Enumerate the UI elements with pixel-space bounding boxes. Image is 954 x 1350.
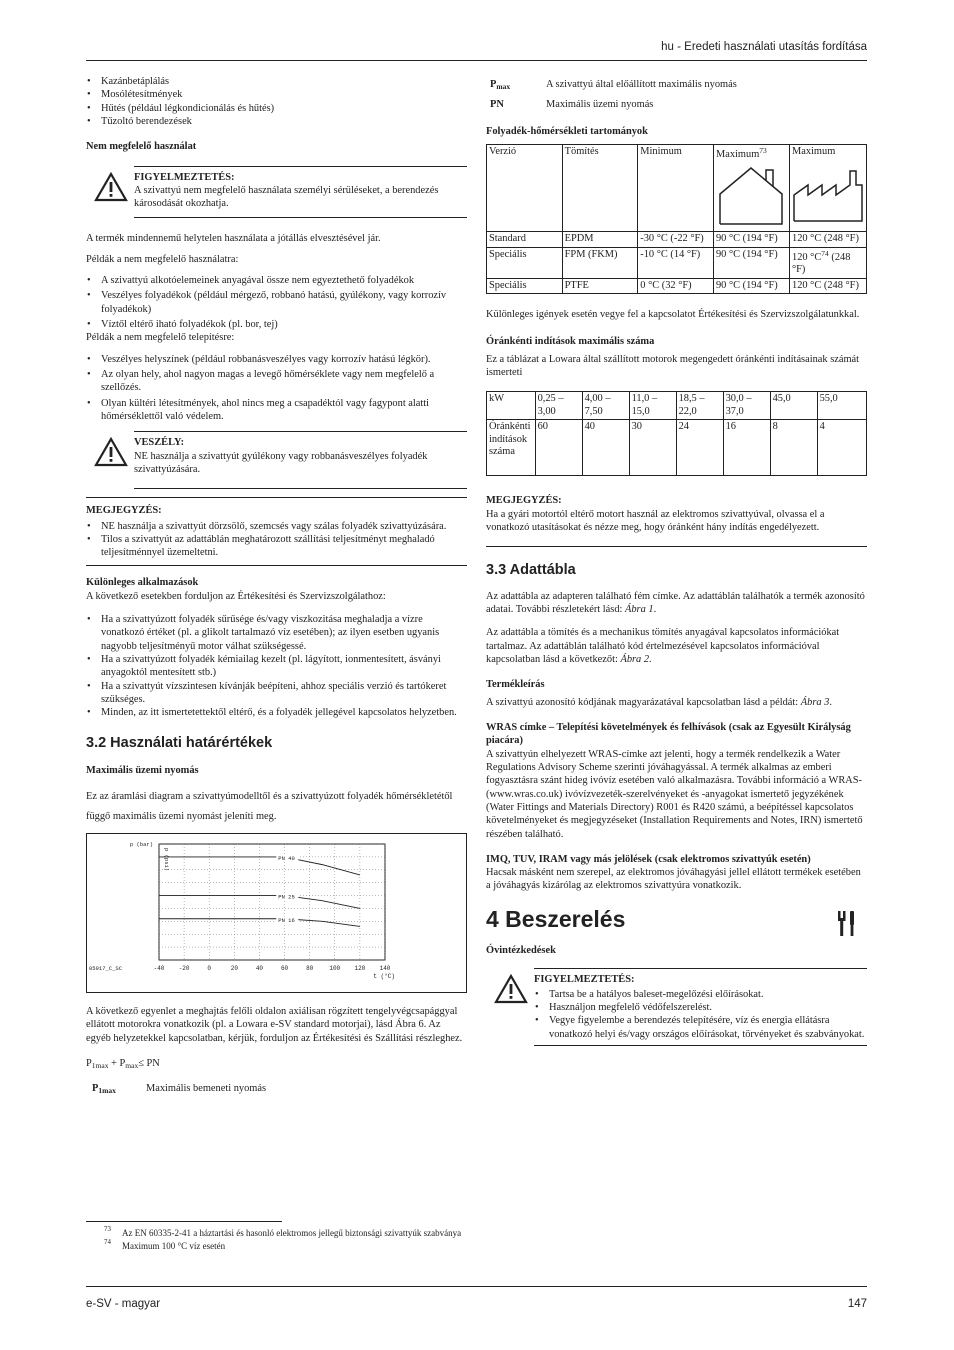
formula-sub: max — [125, 1060, 139, 1070]
chart-x-tick-label: 100 — [329, 964, 341, 972]
table-header-cell — [713, 145, 789, 232]
table-cell: 0,25 – 3,00 — [535, 392, 582, 420]
table-header-cell: Tömítés — [562, 145, 638, 232]
list-item: • Vegye figyelembe a berendezés telepítésére, víz és energia ellátásra vonatkozó helyi és/vagy országos előírásokat, törvényeket és szabványokat. — [534, 1014, 867, 1041]
formula — [86, 1057, 467, 1071]
list-item: • Minden, az itt ismertetettektől eltérő, és a folyadék jellegével kapcsolatos helyzetben. — [86, 706, 467, 719]
table-cell: 55,0 — [817, 392, 866, 420]
starts-heading: Óránkénti indítások maximális száma — [486, 336, 655, 348]
table-cell: 60 — [535, 420, 582, 476]
header-text: Maximum — [792, 146, 836, 158]
max-pressure-text: Ez az áramlási diagram a szivattyúmodelltől és a szivattyúzott folyadék hőmérsékletétől függő maximális üzemi nyomást jeleníti meg. — [86, 791, 453, 823]
table-cell: Speciális — [487, 247, 563, 278]
precautions-heading: Óvintézkedések — [486, 945, 556, 957]
def-value: Maximális üzemi nyomás — [546, 98, 654, 110]
chart-svg — [87, 834, 466, 992]
table-cell: 18,5 – 22,0 — [676, 392, 723, 420]
imq-text: Hacsak másként nem szerepel, az elektromos jóváhagyási jellel ellátott termékek esetében a jóváhagyás kizárólag az elektromos szivattyúra vonatkozik. — [486, 867, 861, 892]
table-cell: 4 — [817, 420, 866, 476]
starts-table — [486, 391, 867, 476]
text: Az adattábla az adapteren található fém címke. Az adattáblán találhatók a termék azonosító adatai. További részletekért lásd: — [486, 590, 865, 616]
chart-x-tick-label: -20 — [178, 964, 190, 972]
table-row — [487, 278, 867, 293]
text: Az adattábla a tömítés és a mechanikus tömítés anyagával kapcsolatos információkat tartalmaz. Az adattáblán található kód értelmezésével kapcsolatos információval kapcsolatban lásd a következőt: — [486, 627, 840, 666]
list-item: • Veszélyes helyszínek (például robbanásveszélyes vagy korrozív hatású légkör). — [86, 353, 467, 366]
list-item: • Ha a szivattyúzott folyadék sűrűsége és/vagy viszkozitása meghaladja a vízre vonatkozó értéket (pl. a glikolt tartalmazó víz esetében); az ilyen esetben ugyanis nagyobb teljesítményű motor válhat szükségessé. — [86, 613, 467, 653]
figure-ref: Ábra 1 — [625, 604, 654, 616]
figure-ref: Ábra 2 — [620, 654, 650, 666]
def-key: PN — [490, 98, 504, 110]
note-text: Ha a gyári motortól eltérő motort használ az elektromos szivattyúval, olvassa el a vonatkozó utasításokat és nézze meg, hogy óránként hány indítás engedélyezett. — [486, 508, 825, 533]
table-cell: 30 — [629, 420, 676, 476]
header-text: Maximum — [715, 149, 760, 161]
def-value: A szivattyú által előállított maximális nyomás — [546, 79, 737, 90]
temp-table — [486, 144, 867, 294]
list-item: • Tilos a szivattyút az adattáblán meghatározott szállítási teljesítményt meghaladó teljesítménnyel üzemeltetni. — [86, 533, 467, 560]
chart-y2-axis-label: p (psi) — [163, 847, 170, 872]
chart-series-label: PN 40 — [278, 854, 295, 862]
figure-ref: Ábra 3 — [800, 696, 830, 708]
footnote-text: Maximum 100 °C víz esetén — [122, 1240, 226, 1251]
equation-text-a: A következő egyenlet a meghajtás felőli oldalon axiálisan rögzített tengelyvégcsapággyal ellátott motorokra vonatkozik (pl. a Lowara e-SV standard motorjai), lásd Ábra 6. Az egyéb helyzetekkel kapcsolatban, kérjük, forduljon az Értékesítési és Szállítási részleghez. — [86, 1005, 463, 1044]
cell-text: 120 $^\circ C^{74}$ (248 °F) — [792, 248, 851, 276]
pmax-definition — [486, 78, 867, 92]
list-item: • Ha a szivattyúzott folyadék kémiailag kezelt (pl. lágyított, ionmentesített, ásványi anyagoktól mentesített stb.) — [86, 653, 467, 680]
list-item: • Tűzoltó berendezések — [86, 115, 467, 128]
table-cell: Speciális — [487, 278, 563, 293]
warning-box-2 — [486, 968, 867, 1047]
formula-p: P — [86, 1057, 92, 1069]
table-cell: 11,0 – 15,0 — [629, 392, 676, 420]
header-rule — [86, 60, 867, 61]
temp-ranges-heading: Folyadék-hőmérsékleti tartományok — [486, 125, 648, 137]
chart-x-tick-label: 80 — [306, 964, 314, 972]
footnote-number: 74 — [104, 1237, 111, 1246]
def-key-sub: 1max — [98, 1086, 116, 1096]
table-row — [487, 247, 867, 278]
table-cell: 16 — [723, 420, 770, 476]
table-cell: 24 — [676, 420, 723, 476]
danger-title: VESZÉLY: — [134, 437, 185, 449]
starts-text: Ez a táblázat a Lowara által szállított motorok megengedett óránkénti indításainak számát ismerteti — [486, 353, 860, 379]
footer-rule — [86, 1286, 867, 1287]
product-heading: Termékleírás — [486, 679, 545, 691]
formula-sub: 1max — [91, 1060, 109, 1070]
footnote-number: 73 — [104, 1225, 111, 1233]
table-header-cell: kW — [487, 392, 536, 420]
chart-x-tick-label: 20 — [230, 964, 238, 972]
list-item: • Mosólétesítmények — [86, 88, 467, 101]
chart-x-axis-label: t (°C) — [373, 972, 395, 980]
improper-use-heading: Nem megfelelő használat — [86, 141, 197, 153]
chart-figure-code: 05917_C_SC — [89, 964, 123, 972]
table-cell: 0 °C (32 °F) — [638, 278, 714, 293]
warranty-paragraph: A termék mindennemű helytelen használata a jótállás elvesztésével jár. — [86, 232, 381, 244]
chart-x-tick-label: 140 — [379, 964, 391, 972]
pressure-temperature-chart — [86, 833, 467, 993]
table-cell — [790, 247, 867, 278]
chart-y-axis-label: p (bar) — [129, 840, 153, 848]
footnote-ref: 73 — [759, 146, 767, 156]
chart-plot-frame — [159, 844, 385, 960]
chart-x-tick-label: 0 — [207, 964, 212, 972]
section-3-3-heading: 3.3 Adattábla — [486, 562, 576, 579]
table-cell: 90 °C (194 °F) — [713, 247, 789, 278]
pn-definition — [486, 98, 867, 111]
right-column — [486, 78, 867, 1046]
list-item: • Tartsa be a hatályos baleset-megelőzési előírásokat. — [534, 988, 867, 1001]
warning-title: FIGYELMEZTETÉS: — [134, 171, 235, 183]
section-4-header — [486, 905, 867, 934]
warning-triangle-icon — [86, 431, 134, 489]
note-box-2 — [486, 484, 867, 547]
tools-icon — [835, 909, 857, 941]
danger-text: NE használja a szivattyút gyúlékony vagy robbanásveszélyes folyadék szivattyúzására. — [134, 450, 428, 475]
chart-x-tick-label: 60 — [280, 964, 289, 972]
list-item: • Olyan kültéri létesítmények, ahol nincs meg a csapadéktól vagy fagypont alatti hőmérséklettől való védelem. — [86, 397, 467, 424]
chart-x-tick-label: 40 — [255, 964, 264, 972]
nameplate-paragraph-2: Az adattábla a tömítés és a mechanikus tömítés anyagával kapcsolatos információkat tartalmaz. Az adattáblán található kód értelmezésével kapcsolatos információval kapcsolatban lásd a következőt: Ábra 2. — [486, 627, 840, 666]
imq-heading: IMQ, TUV, IRAM vagy más jelölések (csak elektromos szivattyúk esetén) — [486, 853, 811, 865]
factory-icon — [792, 165, 864, 227]
list-item: • NE használja a szivattyút dörzsölő, szemcsés vagy szálas folyadék szivattyúzására. — [86, 520, 467, 533]
table-cell: 90 °C (194 °F) — [713, 278, 789, 293]
list-item: • A szivattyú alkotóelemeinek anyagával össze nem egyeztethető folyadékok — [86, 274, 467, 287]
table-cell: 30,0 – 37,0 — [723, 392, 770, 420]
uses-list — [86, 75, 467, 128]
warning-triangle-icon — [486, 968, 534, 1047]
table-cell: 4,00 – 7,50 — [582, 392, 629, 420]
def-value: Maximális bemeneti nyomás — [146, 1083, 267, 1095]
section-3-2-heading: 3.2 Használati határértékek — [86, 734, 273, 751]
special-heading: Különleges alkalmazások — [86, 577, 199, 589]
max-pressure-heading: Maximális üzemi nyomás — [86, 765, 199, 777]
table-cell: 90 °C (194 °F) — [713, 232, 789, 247]
footnote-ref: 74 — [821, 248, 829, 258]
table-cell: EPDM — [562, 232, 638, 247]
text: A szivattyú azonosító kódjának magyarázatával kapcsolatban lásd a példát: — [486, 696, 801, 708]
temp-note: Különleges igények esetén vegye fel a kapcsolatot Értékesítési és Szervizszolgálatunkkal. — [486, 309, 860, 321]
bad-uses-list — [86, 274, 467, 331]
page-header: hu - Eredeti használati utasítás fordítása — [661, 41, 867, 53]
table-row — [487, 232, 867, 247]
table-cell: 120 °C (248 °F) — [790, 278, 867, 293]
left-column — [86, 75, 467, 1096]
warning-box-1 — [86, 166, 467, 218]
table-cell: PTFE — [562, 278, 638, 293]
special-list — [86, 613, 467, 720]
list-item: • Kazánbetáplálás — [86, 75, 467, 88]
def-key-sub: max — [496, 82, 511, 91]
list-item: • Ha a szivattyút vízszintesen kívánják beépíteni, ahhoz speciális verzió és tartókeret szükséges. — [86, 680, 467, 707]
table-row — [487, 420, 867, 476]
note-box-1 — [86, 497, 467, 566]
nameplate-paragraph-1: Az adattábla az adapteren található fém címke. Az adattáblán találhatók a termék azonosító adatai. További részletekért lásd: Ábra 1. — [486, 590, 865, 616]
def-key: P — [490, 79, 497, 90]
wras-heading: WRAS címke – Telepítési követelmények és felhívások (csak az Egyesült Királyság piacára) — [486, 722, 851, 747]
table-cell: -30 °C (-22 °F) — [638, 232, 714, 247]
chart-x-tick-label: 120 — [354, 964, 366, 972]
table-header-cell: Minimum — [638, 145, 714, 232]
wras-text: A szivattyún elhelyezett WRAS-címke azt jelenti, hogy a termék rendelkezik a Water Regulations Advisory Scheme szerinti jóváhagyással. A termék alkalmas az emberi fogyasztásra szánt hideg ivóvíz esetében való alkalmazásra. További információ a WRAS-(www.wras.co.uk) ivóvízvezeték-szerelvényeket és -anyagokat ismertető jegyzékének (Water Fittings and Materials Directory) R001 és R420 számú, a beépítéssel kapcsolatos követelményeket és megjegyzéseket (Installation Requirements and Notes, IRN) ismertető részében található. — [486, 748, 863, 840]
list-item: • Veszélyes folyadékok (például mérgező, robbanó hatású, gyúlékony, vagy korrozív folyadékok) — [86, 289, 467, 316]
danger-box — [86, 431, 467, 489]
note-title: MEGJEGYZÉS: — [86, 505, 162, 517]
table-cell: 120 °C (248 °F) — [790, 232, 867, 247]
footnote-rule — [86, 1221, 282, 1222]
table-row — [487, 392, 867, 420]
table-header-cell: Verzió — [487, 145, 563, 232]
list-item: • Víztől eltérő iható folyadékok (pl. bor, tej) — [86, 318, 467, 331]
footnote-text: Az EN 60335-2-41 a háztartási és hasonló elektromos jellegű biztonsági szivattyúk szabványa — [122, 1228, 462, 1238]
chart-series-label: PN 25 — [278, 893, 295, 901]
formula-rest: ≤ PN — [138, 1057, 160, 1069]
page-number: 147 — [847, 1298, 867, 1310]
table-header-cell: Óránkénti indítások száma — [487, 420, 536, 476]
special-intro: A következő esetekben forduljon az Értékesítési és Szervizszolgálathoz: — [86, 590, 386, 602]
table-cell: 45,0 — [770, 392, 817, 420]
list-item: • Használjon megfelelő védőfelszerelést. — [534, 1001, 867, 1014]
table-cell: 8 — [770, 420, 817, 476]
footnote — [104, 1225, 704, 1240]
table-cell: -10 °C (14 °F) — [638, 247, 714, 278]
warning-text: A szivattyú nem megfelelő használata személyi sérüléseket, a berendezés károsodását okozhatja. — [134, 184, 439, 210]
examples-install-paragraph: Példák a nem megfelelő telepítésre: — [86, 332, 235, 344]
table-cell: Standard — [487, 232, 563, 247]
p1max-definition — [86, 1082, 467, 1096]
footnotes — [104, 1225, 704, 1253]
bad-installs-list — [86, 353, 467, 424]
examples-use-paragraph: Példák a nem megfelelő használatra: — [86, 253, 239, 265]
table-header-cell — [790, 145, 867, 232]
chart-series-label: PN 16 — [278, 916, 295, 924]
warning-triangle-icon — [86, 166, 134, 218]
formula-plus: + P — [108, 1057, 126, 1069]
table-cell: 40 — [582, 420, 629, 476]
product-text: A szivattyú azonosító kódjának magyarázatával kapcsolatban lásd a példát: Ábra 3. — [486, 696, 832, 708]
table-cell: FPM (FKM) — [562, 247, 638, 278]
footer-doc-name: e-SV - magyar — [86, 1298, 161, 1310]
footnote — [104, 1237, 704, 1253]
chart-x-tick-label: -40 — [153, 964, 165, 972]
house-icon — [716, 164, 787, 230]
def-key: P — [92, 1083, 99, 1095]
table-row — [487, 145, 867, 232]
note-title: MEGJEGYZÉS: — [486, 495, 562, 507]
equation-paragraph — [86, 1005, 467, 1045]
section-4-heading: 4 Beszerelés — [486, 905, 626, 932]
list-item: • Hűtés (például légkondicionálás és hűtés) — [86, 102, 467, 115]
list-item: • Az olyan hely, ahol nagyon magas a levegő hőmérséklete vagy nem megfelelő a szellőzés. — [86, 368, 467, 395]
warning-title: FIGYELMEZTETÉS: — [534, 973, 635, 985]
